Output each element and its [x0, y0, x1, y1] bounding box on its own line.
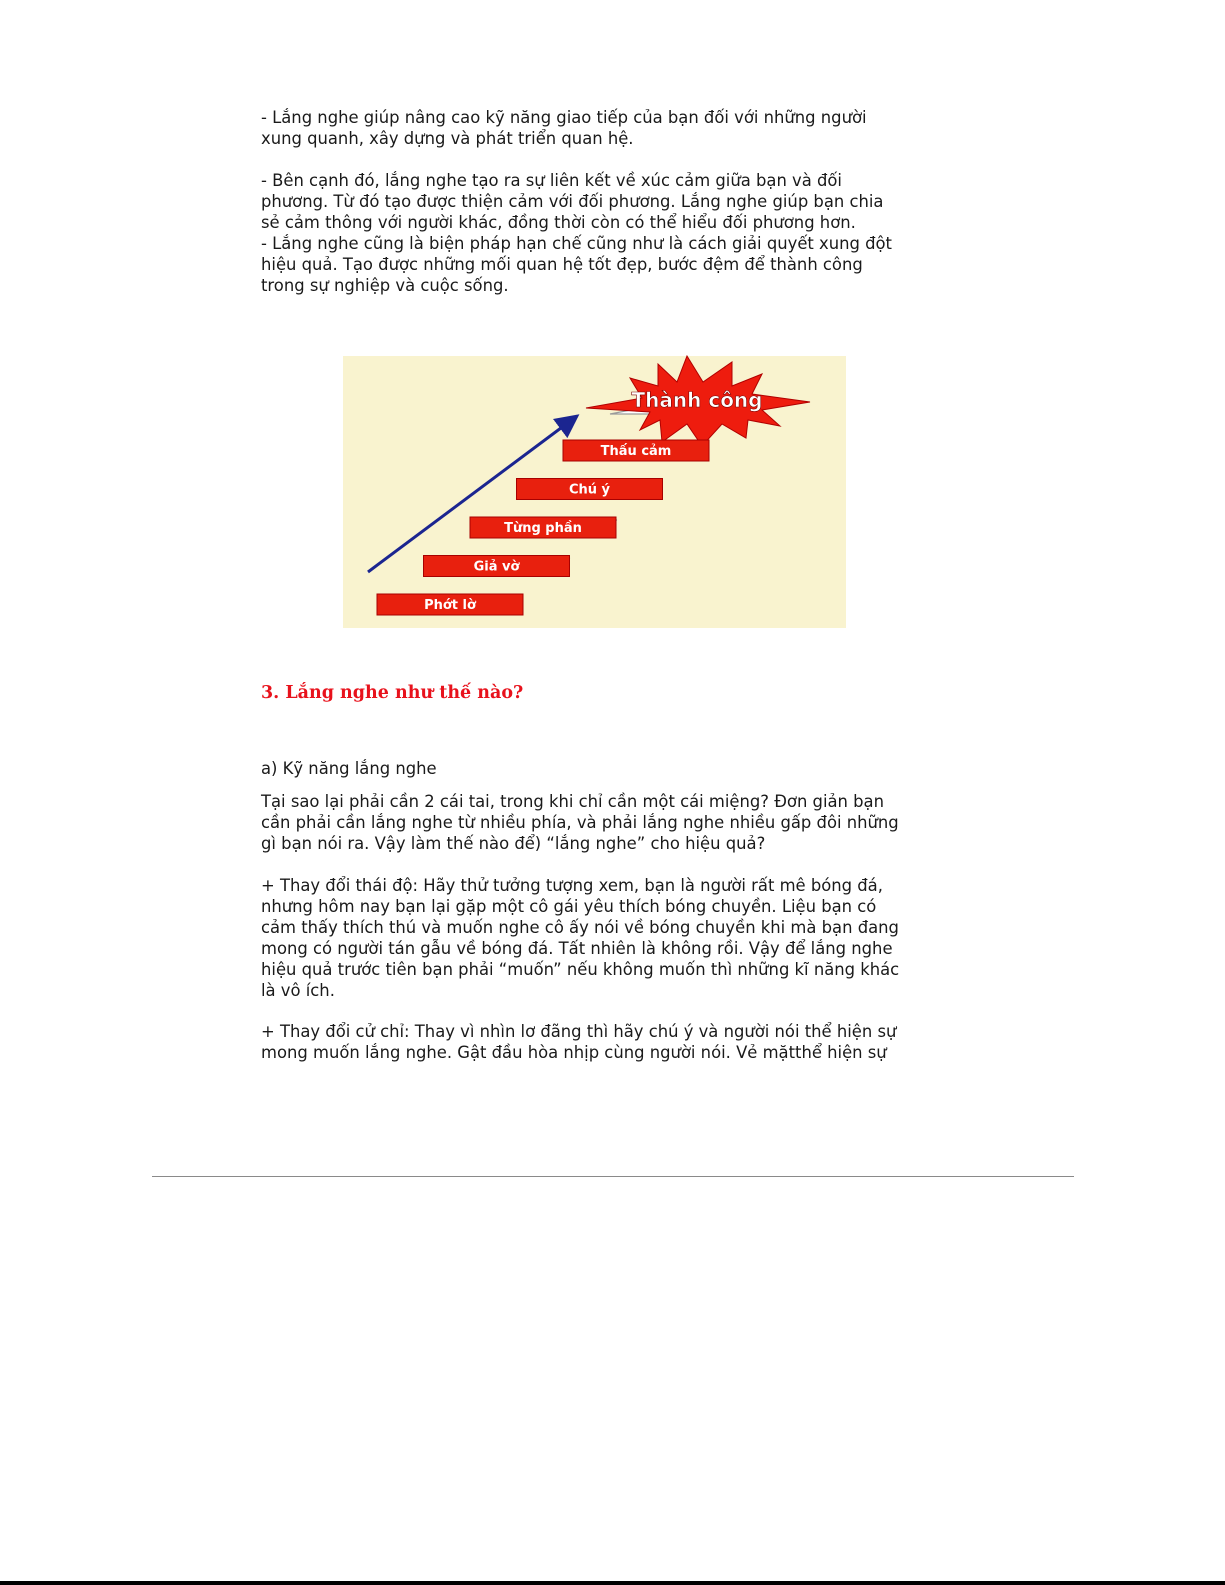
paragraph-two-ears: Tại sao lại phải cần 2 cái tai, trong khi chỉ cần một cái miệng? Đơn giản bạn cần phải cần lắng nghe từ nhiều phía, và phải lắng nghe nhiều gấp đôi những gì bạn nói ra. Vậy làm thế nào để) “lắng nghe” cho hiệu quả?	[261, 792, 899, 853]
page-bottom-edge	[0, 1581, 1225, 1585]
step-label-2: Giả vờ	[473, 559, 520, 575]
step-label-1: Phớt lờ	[424, 598, 476, 613]
paragraph-change-attitude: + Thay đổi thái độ: Hãy thử tưởng tượng xem, bạn là người rất mê bóng đá, nhưng hôm nay bạn lại gặp một cô gái yêu thích bóng chuyền. Liệu bạn có cảm thấy thích thú và muốn nghe cô ấy nói về bóng chuyền khi mà bạn đang mong có người tán gẫu về bóng đá. Tất nhiên là không rồi. Vậy để lắng nghe hiệu quả trước tiên bạn phải “muốn” nếu không muốn thì những kĩ năng khác là vô ích.	[261, 876, 900, 1000]
paragraph-change-gestures: + Thay đổi cử chỉ: Thay vì nhìn lơ đãng thì hãy chú ý và người nói thể hiện sự mong muốn lắng nghe. Gật đầu hòa nhịp cùng người nói. Vẻ mặtthể hiện sự	[261, 1022, 897, 1062]
paragraph-emotional-connection: - Bên cạnh đó, lắng nghe tạo ra sự liên kết về xúc cảm giữa bạn và đối phương. Từ đó tạo được thiện cảm với đối phương. Lắng nghe giúp bạn chia sẻ cảm thông với người khác, đồng thời còn có thể hiểu đối phương hơn.	[261, 171, 884, 232]
section-heading: 3. Lắng nghe như thế nào?	[261, 683, 524, 703]
step-label-4: Chú ý	[568, 482, 611, 498]
step-label-5: Thấu cảm	[600, 444, 672, 459]
listening-levels-staircase	[340, 350, 850, 635]
paragraph-conflict-resolution: - Lắng nghe cũng là biện pháp hạn chế cũng như là cách giải quyết xung đột hiệu quả. Tạo được những mối quan hệ tốt đẹp, bước đệm để thành công trong sự nghiệp và cuộc sống.	[261, 234, 892, 295]
step-label-3: Từng phần	[504, 521, 582, 536]
page-divider	[152, 1176, 1074, 1177]
subsection-heading: a) Kỹ năng lắng nghe	[261, 759, 437, 778]
success-star-label: Thành công	[631, 388, 763, 412]
paragraph-communication: - Lắng nghe giúp nâng cao kỹ năng giao tiếp của bạn đối với những người xung quanh, xây dựng và phát triển quan hệ.	[261, 108, 867, 148]
